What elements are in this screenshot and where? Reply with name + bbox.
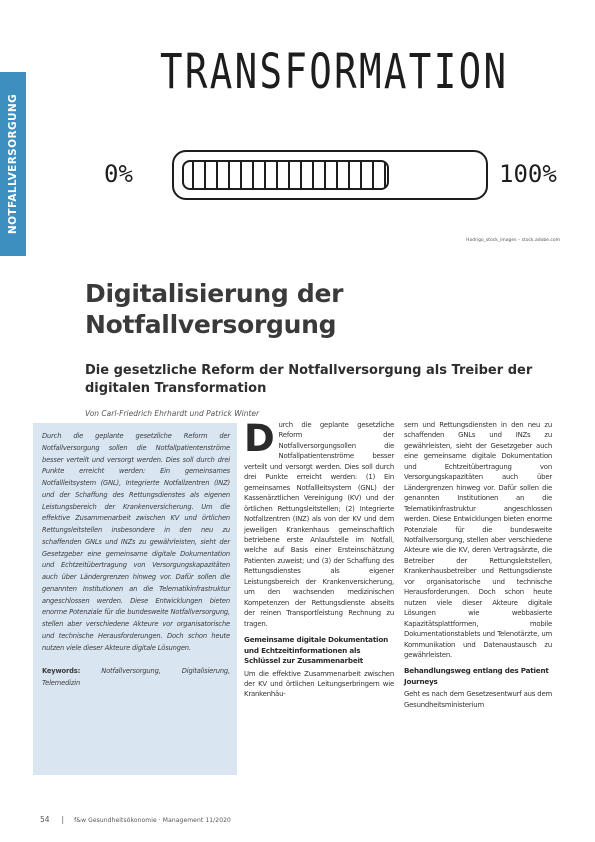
progress-min-label: 0% — [104, 160, 133, 188]
abstract-text: Durch die geplante gesetzliche Reform der Notfallversorgung sollen die Notfallpatientenströme besser verteilt und versorgt werden. Dies soll durch drei Punkte erreicht werden: Ein gemeinsames Notfallleitsystem (GNL), Integrierte Notfallzentren (INZ) und der Schaffung des Rettungsdienstes als eigenen Leistungsbereich der Krankenversicherung. Um die effektive Zusammenarbeit zwischen KV und örtlichen Rettungsleitstellen insbesondere in den neu zu schaffenden GNLs und INZs zu gewährleisten, sieht der Gesetzgeber eine gemeinsame digitale Dokumentation und Echtzeitübertragung von Versorgungskapazitäten auch über Ländergrenzen hinweg vor. Dafür sollen die genannten Institutionen an die Telematikinfrastruktur angeschlossen werden. Diese Entwicklungen bieten enorme Potenziale für die bundesweite Notfallversorgung, stellen aber verschiedene Akteure vor organisatorische und technische Herausforderungen. Doch schon heute nutzen viele dieser Akteure digitale Lösungen. — [42, 432, 230, 652]
body-paragraph: sern und Rettungsdiensten in den neu zu schaffenden GNLs und INZs zu gewährleisten, sieht der Gesetzgeber auch eine gemeinsame digitale Dokumentation und Echtzeitübertragung von Versorgungskapazitäten auch über Ländergrenzen hinweg vor. Dafür sollen die genannten Institutionen an die Telematikinfrastruktur angeschlossen werden. Diese Entwicklungen bieten enorme Potenziale für die bundesweite Notfallversorgung, stellen aber verschiedene Akteure wie die KV, deren Vertragsärzte, die Betreiber der Rettungsleitstellen, Krankenhausbetreiber und Rettungsdienste vor organisatorische und technische Herausforderungen. Doch schon heute nutzen viele dieser Akteure digitale Lösungen wie webbasierte Kapazitätsplattformen, mobile Dokumentationstablets und Telenotärzte, um Kommunikation und Datenaustausch zu gewährleisten. — [404, 421, 552, 659]
hero-illustration — [32, 0, 595, 252]
footer-divider: | — [61, 815, 65, 824]
page-number: 54 — [40, 815, 50, 824]
body-column-1 — [244, 417, 394, 700]
section-heading: Gemeinsame digitale Dokumentation und Echtzeitinformationen als Schlüssel zur Zusammenarbeit — [244, 635, 388, 666]
keywords — [42, 666, 230, 690]
article-title-line2: Notfallversorgung — [85, 310, 337, 339]
body-paragraph: urch die geplante gesetzliche Reform der Notfallversorgungsollen die Notfallpatientenströme besser verteilt und versorgt werden. Dies soll durch drei Punkte erreicht werden: (1) Ein gemeinsames Notfallleitsystem (GNL) der Kassenärztlichen Vereinigung (KV) und der örtlichen Rettungsleitstellen; (2) Integrierte Notfallzentren (INZ) als von der KV und dem jeweiligen Krankenhaus gemeinschaftlich betriebene erste Anlaufstelle im Notfall, welche auf Basis einer Ersteinschätzung Patienten zuweist; und (3) der Schaffung des Rettungsdienstes als eigener Leistungsbereich der Krankenversicherung, um den wachsenden medizinischen Kompetenzen der Rettungsdienste abseits der reinen Transportleistung Rechnung zu tragen. — [244, 421, 394, 628]
body-column-2 — [404, 420, 552, 710]
section-tab-label: NOTFALLVERSORGUNG — [7, 93, 19, 235]
article-subtitle: Die gesetzliche Reform der Notfallversorgung als Treiber der digitalen Transformation — [85, 363, 533, 396]
body-paragraph: Geht es nach dem Gesetzesentwurf aus dem Gesundheitsministerium — [404, 690, 552, 709]
hero-title: TRANSFORMATION — [160, 44, 509, 100]
drop-cap: D — [244, 417, 275, 460]
article-title-line1: Digitalisierung der — [85, 279, 344, 308]
section-tab — [0, 72, 26, 256]
keywords-list: Notfallversorgung, Digitalisierung, Telemedizin — [42, 667, 230, 687]
article-title — [85, 278, 343, 340]
section-heading: Behandlungsweg entlang des Patient Journeys — [404, 666, 549, 686]
body-paragraph: Um die effektive Zusammenarbeit zwischen der KV und örtlichen Leitungserbringern wie Krankenhäu- — [244, 669, 394, 699]
page-footer — [40, 815, 231, 824]
image-credit: Hadrigo_stock_images – stock.adobe.com — [465, 238, 560, 243]
progress-bar — [172, 150, 488, 200]
article-authors: Von Carl-Friedrich Ehrhardt und Patrick Winter — [85, 409, 260, 418]
abstract-box — [33, 423, 237, 775]
keywords-label: Keywords: — [42, 667, 81, 676]
progress-max-label: 100% — [499, 160, 557, 188]
journal-name: f&w Gesundheitsökonomie · Management 11/2020 — [74, 817, 231, 824]
progress-bar-fill — [182, 160, 389, 190]
